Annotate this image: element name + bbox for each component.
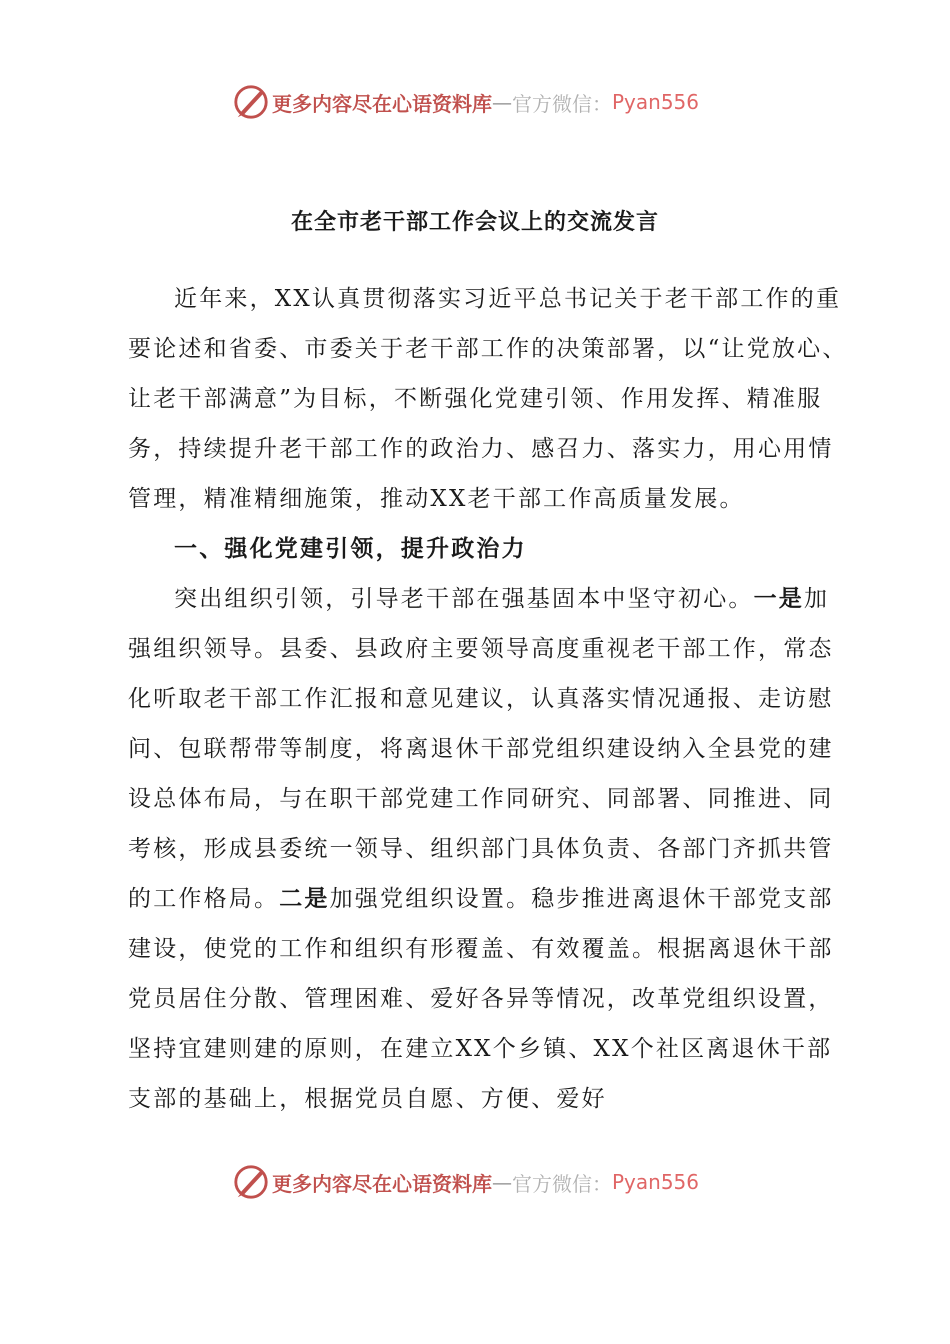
pen-logo-icon (232, 83, 270, 121)
paragraph-lead: 突出组织引领，引导老干部在强基固本中坚守初心。 (174, 586, 754, 612)
intro-paragraph: 近年来，XX认真贯彻落实习近平总书记关于老干部工作的重要论述和省委、市委关于老干部工作的决策部署，以“让党放心、让老干部满意”为目标，不断强化党建引领、作用发挥、精准服务，持续提升老干部工作的政治力、感召力、落实力，用心用情管理，精准精细施策，推动XX老干部工作高质量发展。 (128, 286, 848, 512)
document-title: 在全市老干部工作会议上的交流发言 (290, 210, 659, 235)
watermark-wechat-label: 官方微信： (512, 91, 612, 116)
pen-logo-icon (232, 1163, 270, 1201)
point-two-text: 加强党组织设置。稳步推进离退休干部党支部建设，使党的工作和组织有形覆盖、有效覆盖。根据离退休干部党员居住分散、管理困难、爱好各异等情况，改革党组织设置，坚持宜建则建的原则，在建立XX个乡镇、XX个社区离退休干部支部的基础上，根据党员自愿、方便、爱好 (128, 886, 834, 1112)
watermark-wechat-id: Pyan556 (612, 90, 700, 114)
section-paragraph (128, 574, 848, 1124)
watermark-header (232, 80, 699, 124)
point-one-marker: 一是 (753, 586, 805, 612)
watermark-brand: 更多内容尽在心语资料库 (272, 1171, 492, 1196)
watermark-brand: 更多内容尽在心语资料库 (272, 91, 492, 116)
watermark-separator: — (492, 1170, 512, 1194)
watermark-separator: — (492, 90, 512, 114)
point-one-text: 加强组织领导。县委、县政府主要领导高度重视老干部工作，常态化听取老干部工作汇报和意见建议，认真落实情况通报、走访慰问、包联帮带等制度，将离退休干部党组织建设纳入全县党的建设总体布局，与在职干部党建工作同研究、同部署、同推进、同考核，形成县委统一领导、组织部门具体负责、各部门齐抓共管的工作格局。 (128, 586, 834, 912)
watermark-footer (232, 1160, 699, 1204)
point-two-marker: 二是 (279, 886, 330, 912)
watermark-wechat-label: 官方微信： (512, 1171, 612, 1196)
document-body (128, 274, 848, 1124)
section-heading: 一、强化党建引领，提升政治力 (174, 536, 527, 562)
watermark-wechat-id: Pyan556 (612, 1170, 700, 1194)
